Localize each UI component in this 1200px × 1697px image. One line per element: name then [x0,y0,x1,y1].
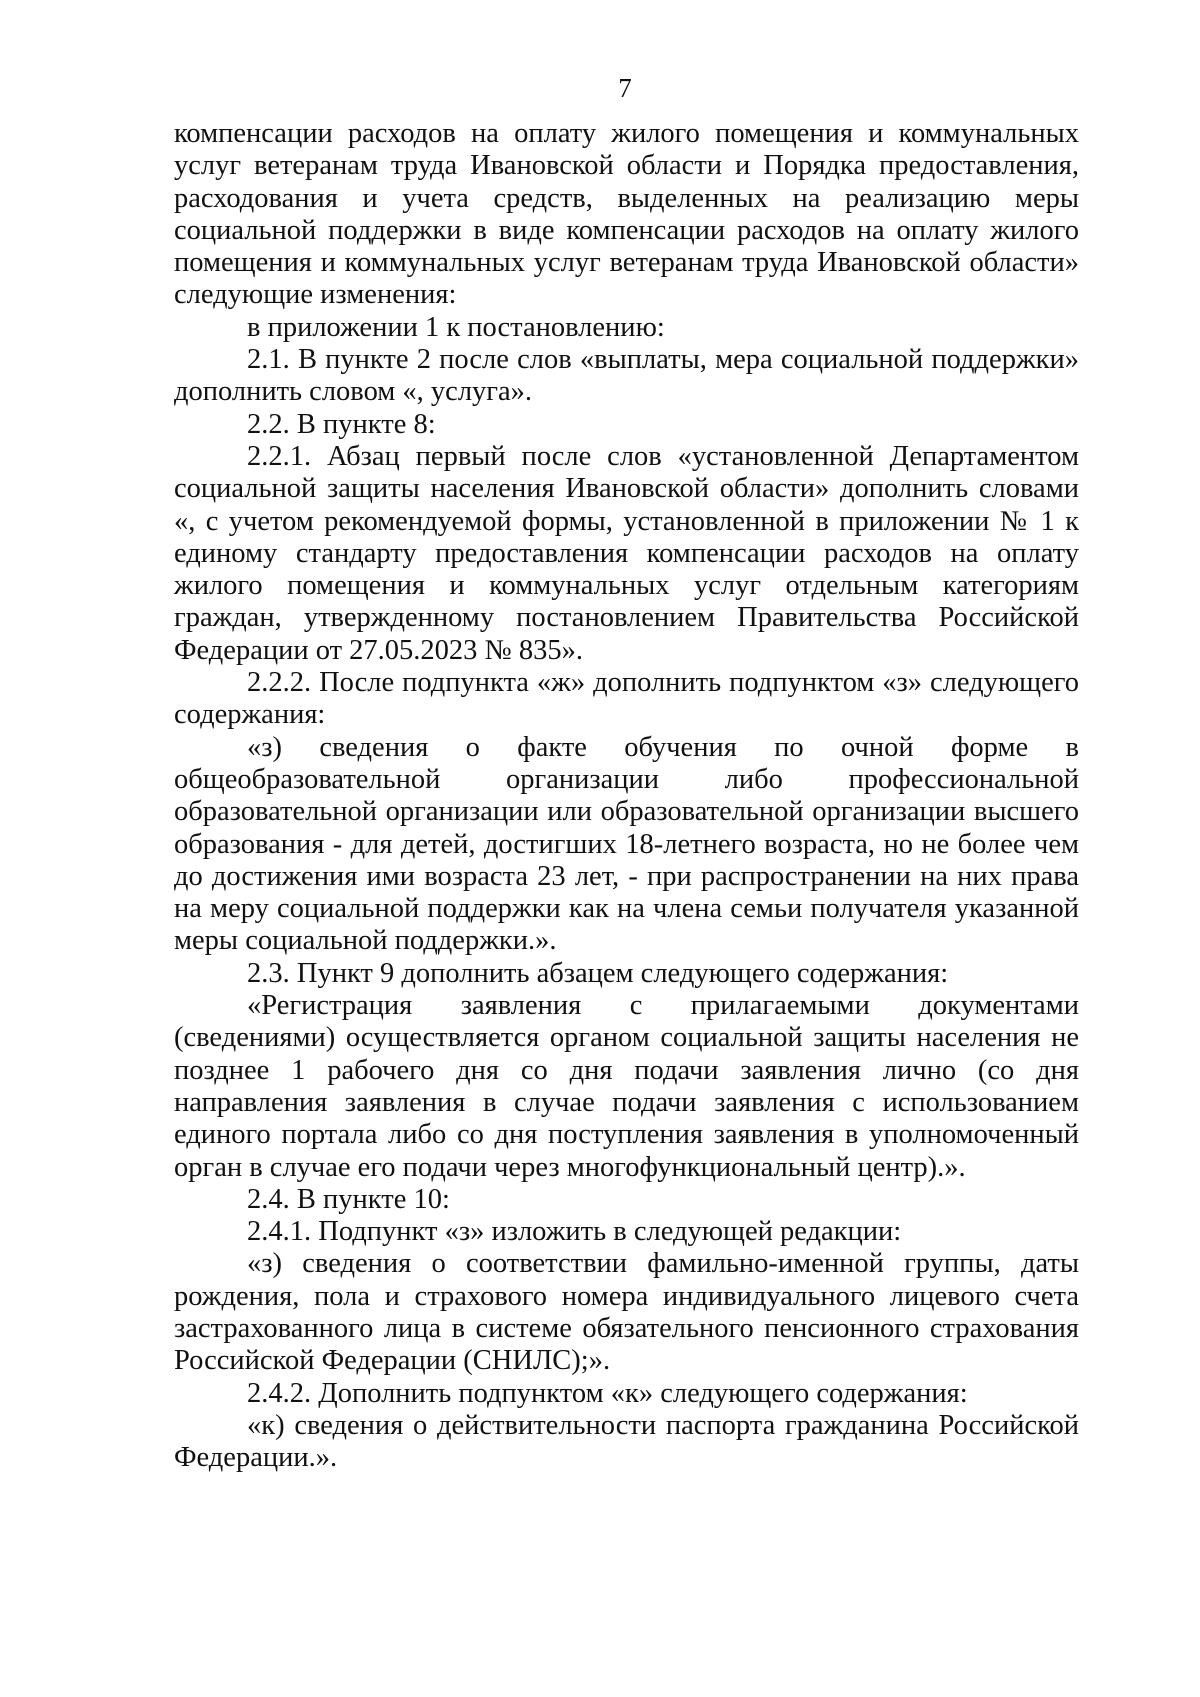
paragraph-continuation: компенсации расходов на оплату жилого помещения и коммунальных услуг ветеранам труда Ивановской области и Порядка предоставления, расходования и учета средств, выделенных на реализацию меры социальной поддержки в виде компенсации расходов на оплату жилого помещения и коммунальных услуг ветеранам труда Ивановской области» следующие изменения: [174,118,1079,311]
page-number: 7 [618,73,632,103]
paragraph-appendix-intro: в приложении 1 к постановлению: [247,311,665,343]
paragraph-2-2-1: 2.2.1. Абзац первый после слов «установленной Департаментом социальной защиты населения Ивановской области» дополнить словами «, с учетом рекомендуемой формы, установленной в приложении № 1 к единому стандарту предоставления компенсации расходов на оплату жилого помещения и коммунальных услуг отдельным категориям граждан, утвержденному постановлением Правительства Российской Федерации от 27.05.2023 № 835». [174,440,1079,666]
paragraph-2-4-2: 2.4.2. Дополнить подпунктом «к» следующего содержания: [247,1377,968,1409]
paragraph-subpoint-z: «з) сведения о факте обучения по очной форме в общеобразовательной организации либо профессиональной образовательной организации или образовательной организации высшего образования - для детей, достигших 18-летнего возраста, но не более чем до достижения ими возраста 23 лет, - при распространении на них права на меру социальной поддержки как на члена семьи получателя указанной меры социальной поддержки.». [174,731,1079,957]
paragraph-2-4: 2.4. В пункте 10: [247,1183,450,1215]
paragraph-2-2: 2.2. В пункте 8: [247,408,436,440]
paragraph-2-1: 2.1. В пункте 2 после слов «выплаты, мера социальной поддержки» дополнить словом «, услуга». [174,344,1079,408]
paragraph-subpoint-z-new: «з) сведения о соответствии фамильно-именной группы, даты рождения, пола и страхового номера индивидуального лицевого счета застрахованного лица в системе обязательного пенсионного страхования Российской Федерации (СНИЛС);». [174,1248,1079,1377]
paragraph-subpoint-k: «к) сведения о действительности паспорта гражданина Российской Федерации.». [174,1409,1079,1474]
document-body [174,118,1079,1474]
paragraph-2-4-1: 2.4.1. Подпункт «з» изложить в следующей редакции: [247,1216,902,1248]
paragraph-2-2-2: 2.2.2. После подпункта «ж» дополнить подпунктом «з» следующего содержания: [174,667,1079,731]
paragraph-registration: «Регистрация заявления с прилагаемыми документами (сведениями) осуществляется органом социальной защиты населения не позднее 1 рабочего дня со дня подачи заявления лично (со дня направления заявления в случае подачи заявления с использованием единого портала либо со дня поступления заявления в уполномоченный орган в случае его подачи через многофункциональный центр).». [174,990,1079,1183]
paragraph-2-3: 2.3. Пункт 9 дополнить абзацем следующего содержания: [247,957,949,989]
